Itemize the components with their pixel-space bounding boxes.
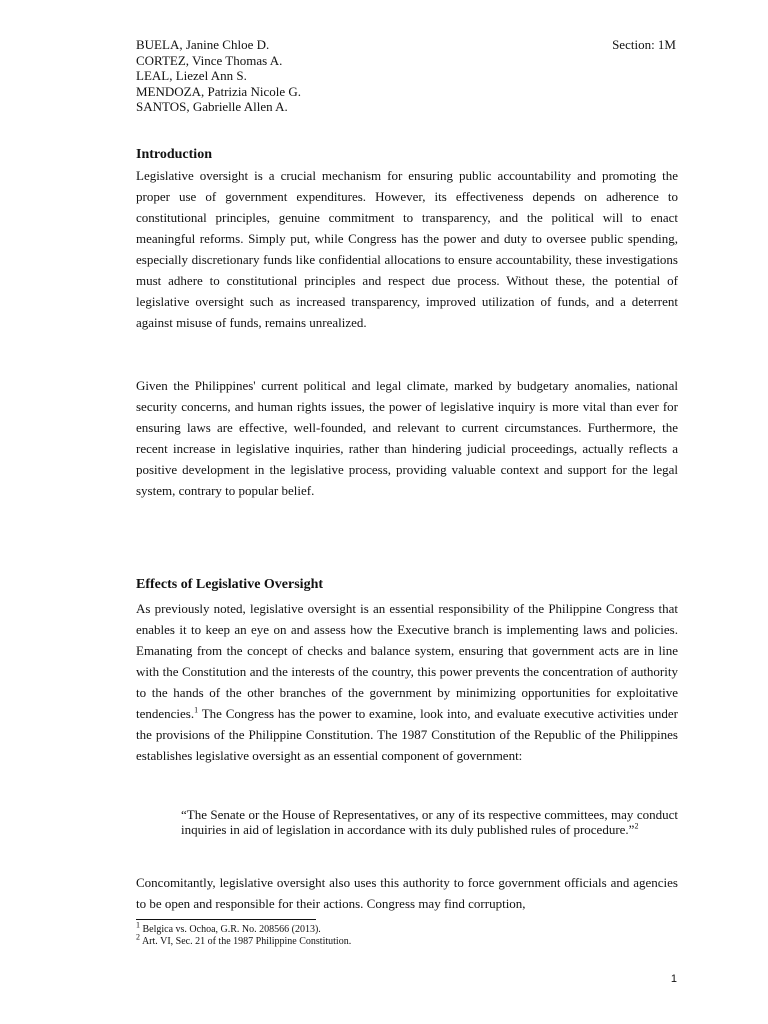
author-name: BUELA, Janine Chloe D.: [136, 37, 270, 52]
page-number: 1: [670, 973, 677, 985]
author-name: CORTEZ, Vince Thomas A.: [136, 52, 283, 68]
footnote-text: Art. VI, Sec. 21 of the 1987 Philippine Constitution.: [140, 936, 352, 947]
author-list: [136, 37, 301, 115]
introduction-paragraph-2: Given the Philippines' current political and legal climate, marked by budgetary anomalies, national security concerns, and human rights issues, the power of legislative inquiry is more vital than ever for ensuring laws are effective, well-founded, and relevant to current circumstances. Furthermore, the recent increase in legislative inquiries, rather than hindering judicial proceedings, actually reflects a positive development in the legislative process, providing valuable context and support for the legal system, contrary to popular belief.: [136, 378, 678, 498]
author-name: MENDOZA, Patrizia Nicole G.: [136, 83, 301, 99]
constitution-quote: [181, 808, 678, 837]
paragraph-text: The Congress has the power to examine, look into, and evaluate executive activities under the provisions of the Philippine Constitution. The 1987 Constitution of the Republic of the Philippines establishes legislative oversight as an essential component of government:: [136, 706, 678, 763]
effects-paragraph-2: Concomitantly, legislative oversight also uses this authority to force government officials and agencies to be open and responsible for their actions. Congress may find corruption,: [136, 875, 678, 911]
section-label: Section: 1M: [612, 37, 676, 52]
footnotes: [136, 920, 352, 948]
footnote-number: 2: [136, 932, 140, 942]
introduction-paragraph-1: Legislative oversight is a crucial mechanism for ensuring public accountability and promoting the proper use of government expenditures. However, its effectiveness depends on adherence to constitutional principles, genuine commitment to transparency, and the political will to enact meaningful reforms. Simply put, while Congress has the power and duty to oversee public spending, especially discretionary funds like confidential allocations to ensure accountability, these investigations must adhere to constitutional principles and respect due process. Without these, the potential of legislative oversight such as increased transparency, improved utilization of funds, and a deterrent against misuse of funds, remains unrealized.: [136, 168, 678, 330]
introduction-heading: Introduction: [136, 147, 212, 162]
paragraph-text: As previously noted, legislative oversight is an essential responsibility of the Philippine Congress that enables it to keep an eye on and assess how the Executive branch is implementing laws and policies. Emanating from the concept of checks and balance system, ensuring that government acts are in line with the Constitution and the interests of the country, this power prevents the concentration of authority to the hands of the other branches of the government by minimizing opportunities for exploitative tendencies.: [136, 601, 678, 721]
author-name: LEAL, Liezel Ann S.: [136, 68, 247, 83]
footnote-divider: [136, 919, 316, 920]
footnote: [136, 920, 351, 936]
footnote-reference: 2: [634, 821, 639, 831]
effects-heading: Effects of Legislative Oversight: [136, 577, 324, 592]
quote-text: “The Senate or the House of Representatives, or any of its respective committees, may conduct inquiries in aid of legislation in accordance with its duly published rules of procedure.”: [181, 807, 678, 837]
footnote-text: Belgica vs. Ochoa, G.R. No. 208566 (2013).: [140, 924, 321, 935]
footnote-number: 1: [136, 920, 140, 930]
author-name: SANTOS, Gabrielle Allen A.: [136, 99, 288, 114]
effects-paragraph-1: [136, 598, 678, 766]
footnote-reference: 1: [194, 705, 199, 715]
footnote: [136, 932, 352, 948]
